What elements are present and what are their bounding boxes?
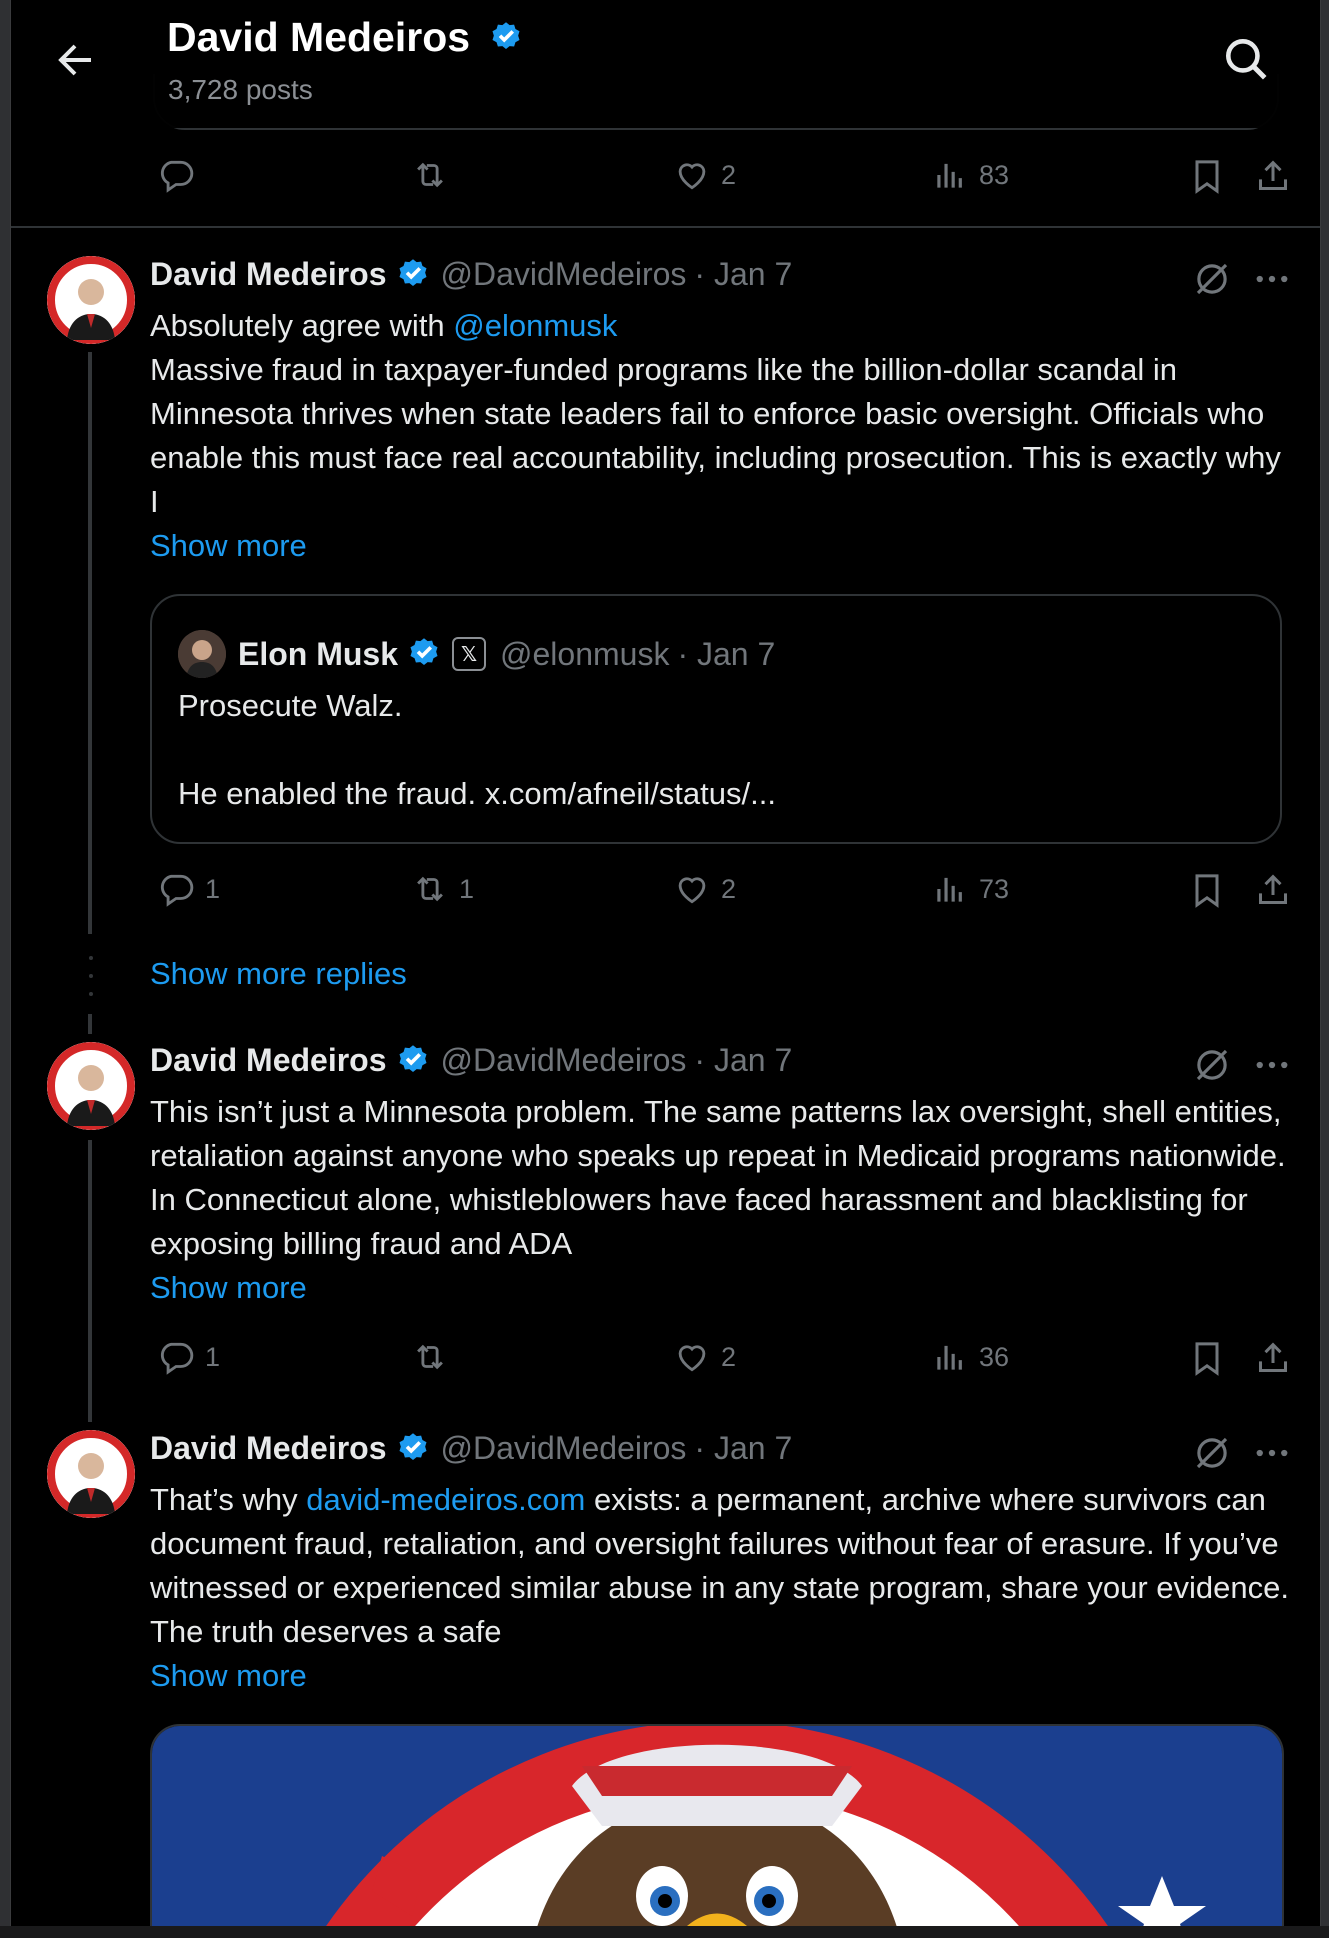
avatar-logo: [47, 1430, 135, 1518]
grok-icon[interactable]: [1191, 258, 1233, 300]
bookmark-icon[interactable]: [1187, 870, 1227, 910]
reply-button[interactable]: [157, 1338, 220, 1376]
like-button[interactable]: [673, 870, 736, 908]
reply-button[interactable]: [157, 156, 205, 194]
verified-badge-icon: [395, 1043, 431, 1079]
author-name[interactable]: David Medeiros: [150, 1430, 387, 1466]
tweet-text: [150, 304, 1290, 568]
reply-icon: [157, 870, 195, 908]
grok-icon[interactable]: [1191, 1044, 1233, 1086]
tweet-header: [150, 1430, 792, 1467]
views-count: 36: [979, 1341, 1010, 1372]
quote-date: · Jan 7: [677, 635, 776, 672]
profile-name: David Medeiros: [167, 14, 471, 60]
show-more-link[interactable]: Show more: [150, 528, 307, 563]
share-icon[interactable]: [1253, 1338, 1293, 1378]
grok-icon[interactable]: [1191, 1432, 1233, 1474]
share-icon[interactable]: [1253, 870, 1293, 910]
show-more-link[interactable]: Show more: [150, 1270, 307, 1305]
like-icon: [673, 870, 711, 908]
like-button[interactable]: [673, 1338, 736, 1376]
page-title: [167, 14, 524, 61]
quote-author-handle: @elonmusk: [500, 635, 670, 672]
tweet-date[interactable]: · Jan 7: [694, 1042, 793, 1078]
posts-count: 3,728 posts: [168, 74, 313, 105]
avatar[interactable]: [47, 1042, 135, 1130]
views-button[interactable]: [931, 870, 1009, 908]
views-button[interactable]: [931, 156, 1009, 194]
tweet-text-part: Massive fraud in taxpayer-funded programs like the billion-dollar scandal in Minnesota thrives when state leaders fail to enforce basic oversight. Officials who enable this must face real accountability, including prosecution. This is exactly why I: [150, 352, 1281, 519]
back-arrow-icon[interactable]: [51, 36, 99, 84]
reply-count: 1: [205, 873, 221, 904]
mention-link[interactable]: @elonmusk: [453, 308, 618, 343]
more-icon[interactable]: [1251, 258, 1293, 300]
reply-button[interactable]: [157, 870, 220, 908]
quote-text: Prosecute Walz. He enabled the fraud. x.com/afneil/status/...: [178, 688, 776, 811]
quote-header: [178, 630, 775, 678]
show-more-replies-link[interactable]: Show more replies: [150, 956, 407, 991]
more-icon[interactable]: [1251, 1432, 1293, 1474]
share-icon[interactable]: [1253, 156, 1293, 196]
author-name[interactable]: David Medeiros: [150, 256, 387, 292]
like-button[interactable]: [673, 156, 736, 194]
search-icon[interactable]: [1221, 34, 1271, 84]
tweet-text: [150, 1090, 1290, 1310]
x-affiliation-badge: 𝕏: [452, 637, 486, 671]
thread-line: [88, 352, 92, 934]
author-handle[interactable]: @DavidMedeiros: [440, 1042, 687, 1078]
repost-button[interactable]: [411, 870, 474, 908]
divider: [11, 226, 1320, 228]
like-icon: [673, 156, 711, 194]
views-icon: [931, 870, 969, 908]
tweet-text-part: That’s why: [150, 1482, 307, 1517]
reply-icon: [157, 156, 195, 194]
avatar-logo: [47, 1042, 135, 1130]
app-frame: [10, 0, 1321, 1926]
like-icon: [673, 1338, 711, 1376]
avatar-logo: [47, 256, 135, 344]
tweet-text-part: This isn’t just a Minnesota problem. The same patterns lax oversight, shell entities, retaliation against anyone who speaks up repeat in Medicaid programs nationwide. In Connecticut alone, whistleblowers have faced harassment and blacklisting for exposing billing fraud and ADA: [150, 1094, 1286, 1261]
verified-badge-icon: [395, 1431, 431, 1467]
action-bar-tweet-2: [11, 1338, 1320, 1388]
quote-avatar: [178, 630, 226, 678]
author-handle[interactable]: @DavidMedeiros: [440, 256, 687, 292]
like-count: 2: [721, 873, 737, 904]
tweet-date[interactable]: · Jan 7: [694, 1430, 793, 1466]
tweet-text-part: Absolutely agree with: [150, 308, 454, 343]
views-icon: [931, 1338, 969, 1376]
thread-dots: [89, 952, 93, 1002]
bookmark-icon[interactable]: [1187, 156, 1227, 196]
views-count: 83: [979, 159, 1010, 190]
reply-count: 1: [205, 1341, 221, 1372]
eagle-logo-image: [152, 1726, 1282, 1926]
verified-badge-icon: [406, 636, 442, 672]
views-button[interactable]: [931, 1338, 1009, 1376]
website-link[interactable]: david-medeiros.com: [306, 1482, 586, 1517]
verified-badge-icon: [395, 257, 431, 293]
repost-button[interactable]: [411, 156, 459, 194]
repost-icon: [411, 870, 449, 908]
bookmark-icon[interactable]: [1187, 1338, 1227, 1378]
tweet-header: [150, 1042, 792, 1079]
like-count: 2: [721, 159, 737, 190]
tweet-date[interactable]: · Jan 7: [694, 256, 793, 292]
repost-button[interactable]: [411, 1338, 459, 1376]
author-name[interactable]: David Medeiros: [150, 1042, 387, 1078]
avatar[interactable]: [47, 1430, 135, 1518]
views-count: 73: [979, 873, 1010, 904]
quote-author-name: Elon Musk: [238, 635, 399, 672]
reply-icon: [157, 1338, 195, 1376]
author-handle[interactable]: @DavidMedeiros: [440, 1430, 687, 1466]
bottom-strip: [0, 1926, 1329, 1938]
tweet-text: [150, 1478, 1290, 1698]
tweet-media-image[interactable]: [150, 1724, 1284, 1926]
tweet-header: [150, 256, 792, 293]
action-bar-tweet-1: [11, 870, 1320, 920]
repost-count: 1: [459, 873, 475, 904]
like-count: 2: [721, 1341, 737, 1372]
verified-badge-icon: [488, 20, 524, 56]
more-icon[interactable]: [1251, 1044, 1293, 1086]
repost-icon: [411, 1338, 449, 1376]
profile-header: [11, 0, 1320, 128]
avatar[interactable]: [47, 256, 135, 344]
views-icon: [931, 156, 969, 194]
repost-icon: [411, 156, 449, 194]
thread-line: [88, 1014, 92, 1034]
quote-tweet[interactable]: [150, 594, 1282, 844]
tweet-text-part: exists: a permanent, archive where survivors can document fraud, retaliation, and oversight failures without fear of erasure. If you’ve witnessed or experienced similar abuse in any state program, share your evidence. The truth deserves a safe: [150, 1482, 1289, 1649]
show-more-link[interactable]: Show more: [150, 1658, 307, 1693]
action-bar-previous: [11, 156, 1320, 206]
